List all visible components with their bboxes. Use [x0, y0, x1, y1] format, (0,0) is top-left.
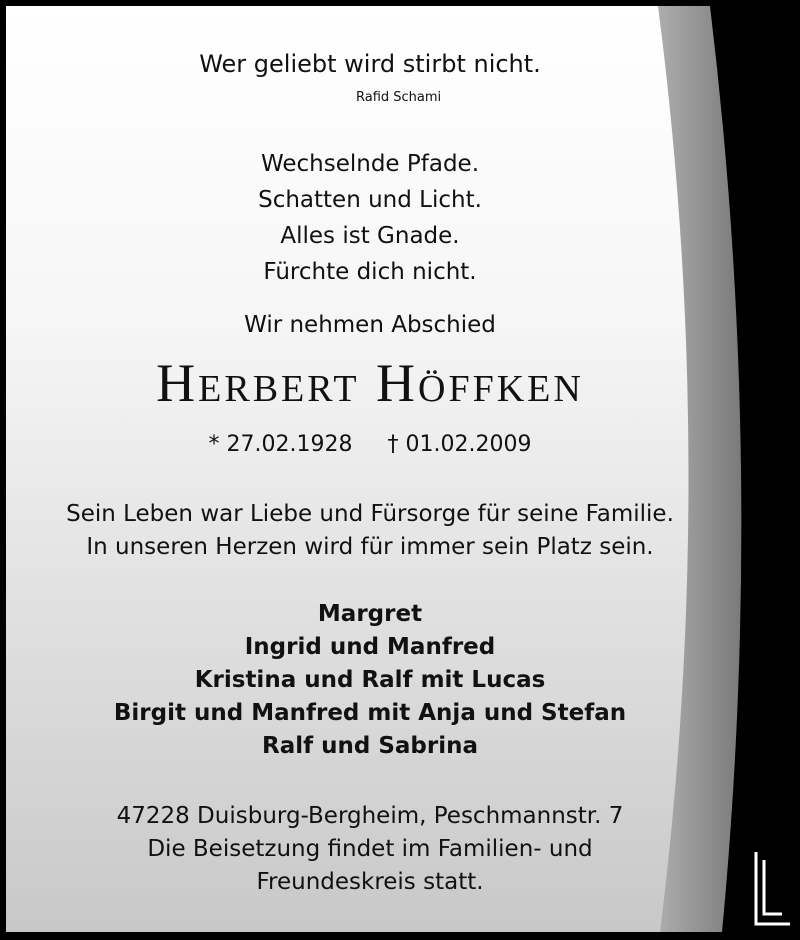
farewell-intro: Wir nehmen Abschied [244, 312, 496, 338]
address-line: Freundeskreis statt. [256, 869, 484, 895]
motto-quote: Wer geliebt wird stirbt nicht. [199, 50, 541, 78]
deceased-name: Herbert Höffken [156, 353, 584, 413]
family-member: Margret [317, 601, 423, 627]
tribute-text [6, 498, 734, 564]
family-member: Ralf und Sabrina [261, 733, 479, 759]
address-line: 47228 Duisburg-Bergheim, Peschmannstr. 7 [116, 803, 624, 829]
life-dates [6, 432, 734, 457]
family-list [6, 598, 734, 763]
poem-line: Alles ist Gnade. [280, 223, 460, 249]
notice-content [6, 6, 734, 932]
motto-author: Rafid Schami [356, 90, 442, 105]
publisher-logo-icon [752, 852, 792, 928]
death-date: † 01.02.2009 [387, 432, 532, 457]
address-line: Die Beisetzung findet im Familien- und [147, 836, 593, 862]
birth-date: * 27.02.1928 [208, 432, 353, 457]
tribute-line: In unseren Herzen wird für immer sein Platz sein. [86, 534, 654, 560]
poem [6, 146, 734, 290]
address-block [6, 800, 734, 899]
poem-line: Wechselnde Pfade. [260, 151, 480, 177]
family-member: Ingrid und Manfred [244, 634, 496, 660]
family-member: Birgit und Manfred mit Anja und Stefan [113, 700, 627, 726]
poem-line: Schatten und Licht. [258, 187, 482, 213]
family-member: Kristina und Ralf mit Lucas [194, 667, 546, 693]
obituary-notice [6, 6, 794, 932]
tribute-line: Sein Leben war Liebe und Fürsorge für seine Familie. [66, 501, 674, 527]
poem-line: Fürchte dich nicht. [263, 259, 477, 285]
